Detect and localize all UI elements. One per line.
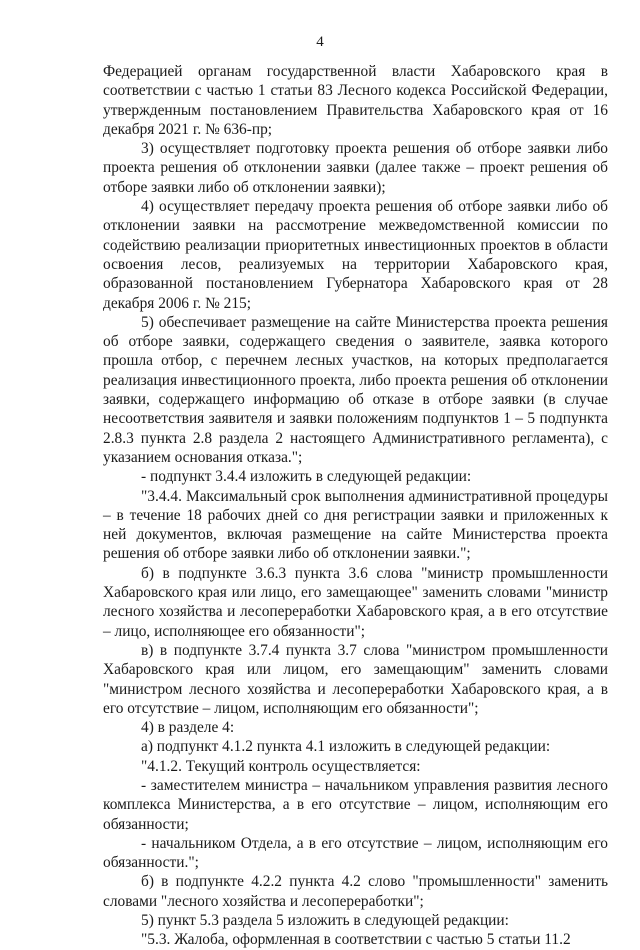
document-body <box>103 62 608 950</box>
paragraph-quote-4-1-2: "4.1.2. Текущий контроль осуществляется: <box>141 757 421 775</box>
paragraph-section-4: 4) в разделе 4: <box>141 719 235 737</box>
paragraph-subpoint-3-4-4: - подпункт 3.4.4 изложить в следующей редакции: <box>141 468 472 486</box>
paragraph-item-5: 5) обеспечивает размещение на сайте Министерства проекта решения об отборе заявки, содержащего сведения о заявителе, заявка которого прошла отбор, с перечнем лесных участков, на которых предполагается реализация инвестиционного проекта, либо проекта решения об отклонении заявки, содержащего информацию об отказе в отборе заявки (в случае несоответствия заявителя и заявки положениям подпунктов 1 – 5 подпункта 2.8.3 пункта 2.8 раздела 2 настоящего Административного регламента), с указанием основания отказа."; <box>103 313 608 466</box>
paragraph-quote-5-3: "5.3. Жалоба, оформленная в соответствии с частью 5 статьи 11.2 <box>141 931 571 949</box>
paragraph-a-4-1-2: а) подпункт 4.1.2 пункта 4.1 изложить в следующей редакции: <box>141 738 551 756</box>
paragraph-b-3-6-3: б) в подпункте 3.6.3 пункта 3.6 слова "министр промышленности Хабаровского края или лицо, его замещающее" заменить словами "министр лесного хозяйства и лесопереработки Хабаровского края, а в его отсутствие – лицо, исполняющее его обязанности"; <box>103 564 608 640</box>
paragraph-item-5-3: 5) пункт 5.3 раздела 5 изложить в следующей редакции: <box>141 912 509 930</box>
paragraph-item-3: 3) осуществляет подготовку проекта решения об отборе заявки либо проекта решения об отклонении заявки (далее также – проект решения об отборе заявки либо об отклонении заявки); <box>103 140 608 196</box>
paragraph-quote-3-4-4: "3.4.4. Максимальный срок выполнения административной процедуры – в течение 18 рабочих дней со дня регистрации заявки и приложенных к ней документов, включая размещение на сайте Министерства проекта решения об отборе заявки либо об отклонении заявки."; <box>103 487 608 563</box>
paragraph-item-4: 4) осуществляет передачу проекта решения об отборе заявки либо об отклонении заявки на рассмотрение межведомственной комиссии по содействию реализации приоритетных инвестиционных проектов в области освоения лесов, реализуемых на территории Хабаровского края, образованной постановлением Губернатора Хабаровского края от 28 декабря 2006 г. № 215; <box>103 198 608 312</box>
paragraph-continuation: Федерацией органам государственной власти Хабаровского края в соответствии с частью 1 статьи 83 Лесного кодекса Российской Федерации, утвержденным постановлением Правительства Хабаровского края от 16 декабря 2021 г. № 636-пр; <box>103 63 608 138</box>
paragraph-department-head: - начальником Отдела, а в его отсутствие – лицом, исполняющим его обязанности."; <box>103 834 608 872</box>
paragraph-b-4-2-2: б) в подпункте 4.2.2 пункта 4.2 слово "промышленности" заменить словами "лесного хозяйства и лесопереработки"; <box>103 873 608 910</box>
paragraph-deputy-minister: - заместителем министра – начальником управления развития лесного комплекса Министерства, а в его отсутствие – лицом, исполняющим его обязанности; <box>103 776 608 833</box>
page-number: 4 <box>316 34 324 50</box>
paragraph-v-3-7-4: в) в подпункте 3.7.4 пункта 3.7 слова "министром промышленности Хабаровского края или лицом, его замещающим" заменить словами "министром лесного хозяйства и лесопереработки Хабаровского края, а в его отсутствие – лицом, исполняющим его обязанности"; <box>103 641 608 717</box>
